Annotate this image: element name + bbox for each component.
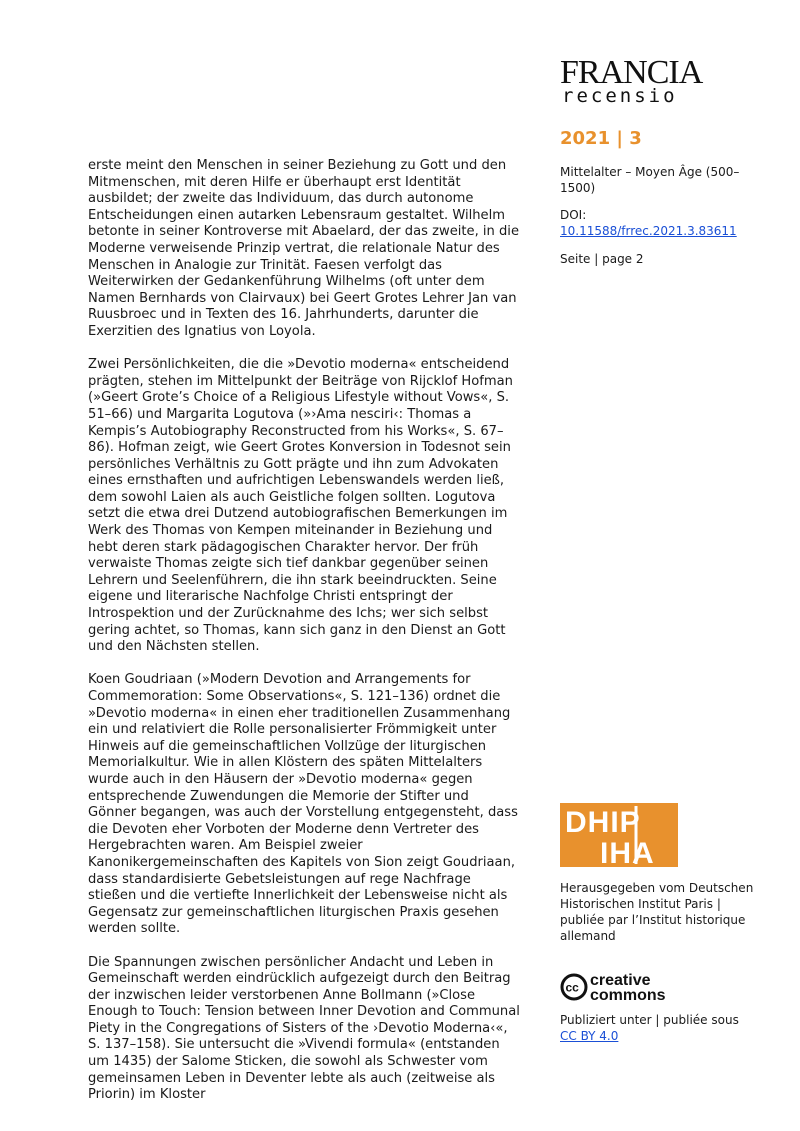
creative-commons-logo [560,970,690,1004]
doi-link[interactable]: 10.11588/frrec.2021.3.83611 [560,224,737,238]
doi-block [560,207,760,239]
license-link[interactable]: CC BY 4.0 [560,1029,619,1043]
body-paragraph: Koen Goudriaan (»Modern Devotion and Arrangements for Commemoration: Some Observations«, S. 121–136) ordnet die »Devotio moderna« in einen eher traditionellen Zusammenhang ein und relativiert die Rolle personalisierter Frömmigkeit unter Hinweis auf die gemeinschaftlichen Vollzüge der liturgischen Memorialkultur. Wie in allen Klöstern des späten Mittelalters wurde auch in den Häusern der »Devotio moderna« gegen entsprechende Zuwendungen die Memorie der Stifter und Gönner begangen, was auch der Vorstellung entgegensteht, dass die Devoten eher Vorboten der Moderne denn Vertreter des Hergebrachten waren. Am Beispiel zweier Kanonikergemeinschaften des Kapitels von Sion zeigt Goudriaan, dass standardisierte Gebetsleistungen auf rege Nachfrage stießen und die vertiefte Innerlichkeit der Lebensweise nicht als Gegensatz zur gemeinschaftlichen liturgischen Praxis gesehen werden sollte. [88,672,518,937]
dhip-logo-text: DHIP [565,806,641,839]
license-label: Publiziert unter | publiée sous [560,1013,739,1027]
issue-number: 2021 | 3 [560,128,642,149]
publisher-info: Herausgegeben vom Deutschen Historischen Institut Paris | publiée par l’Institut historique allemand [560,881,754,943]
cc-logo-line1: creative [590,972,651,989]
cc-logo-line2: commons [590,987,666,1004]
body-paragraph: erste meint den Menschen in seiner Beziehung zu Gott und den Mitmenschen, mit deren Hilfe er überhaupt erst Identität ausbildet; der zweite das Individuum, das durch autonome Entscheidungen einen autarken Lebensraum gestaltet. Wilhelm betonte in seiner Kontroverse mit Abaelard, der das zweite, in die Moderne verweisende Prinzip vertrat, die relationale Natur des Menschen in Analogie zur Trinität. Faesen verfolgt das Weiterwirken der Gedankenführung Wilhelms (oft unter dem Namen Bernhards von Clairvaux) bei Geert Grotes Lehrer Jan van Ruusbroec und in Texten des 16. Jahrhunderts, darunter die Exerzitien des Ignatius von Loyola. [88,158,519,339]
page-label: Seite | page 2 [560,252,644,266]
iha-logo-text: IHA [600,837,655,867]
license-block [560,1012,760,1044]
review-body [88,158,520,1120]
body-paragraph: Zwei Persönlichkeiten, die die »Devotio moderna« entscheidend prägten, stehen im Mittelpunkt der Beiträge von Rijcklof Hofman (»Geert Grote’s Choice of a Religious Lifestyle without Vows«, S. 51–66) und Margarita Logutova (»›Ama nesciri‹: Thomas a Kempis’s Autobiography Reconstructed from his Works«, S. 67–86). Hofman zeigt, wie Geert Grotes Konversion in Todesnot sein persönliches Verhältnis zu Gott prägte und ihn zum Advokaten eines ernsthaften und aufrichtigen Lebenswandels werden ließ, dem sowohl Laien als auch Geistliche folgen sollten. Logutova setzt die etwa drei Dutzend autobiografischen Bemerkungen im Werk des Thomas von Kempen miteinander in Beziehung und hebt deren stark pädagogischen Charakter hervor. Der früh verwaiste Thomas zeigte sich tief dankbar gegenüber seinen Lehrern und Seelenführern, die ihn stark beeindruckten. Seine eigene und literarische Nachfolge Christi entspringt der Introspektion und der Zurücknahme des Ichs; wer sich selbst gering achtet, so Thomas, kann sich ganz in den Dienst an Gott und den Nächsten stellen. [88,357,513,655]
logo-recensio-text: recensio [562,85,678,107]
period-label: Mittelalter – Moyen Âge (500–1500) [560,165,740,195]
body-paragraph: Die Spannungen zwischen persönlicher Andacht und Leben in Gemeinschaft werden eindrücklich aufgezeigt durch den Beitrag der inzwischen leider verstorbenen Anne Bollmann (»Close Enough to Touch: Tension between Inner Devotion and Communal Piety in the Congregations of Sisters of the ›Devotio Moderna‹«, S. 137–158). Sie untersucht die »Vivendi formula« (entstanden um 1435) der Salome Sticken, die sowohl als Schwester vom gemeinsamen Leben in Deventer lebte als auch (zeitweise als Priorin) im Kloster [88,954,520,1103]
doi-label: DOI: [560,208,587,222]
francia-recensio-logo [560,54,720,107]
svg-text:cc: cc [565,980,579,995]
dhip-iha-logo [560,803,678,867]
logo-francia-text: FRANCIA [560,54,703,91]
